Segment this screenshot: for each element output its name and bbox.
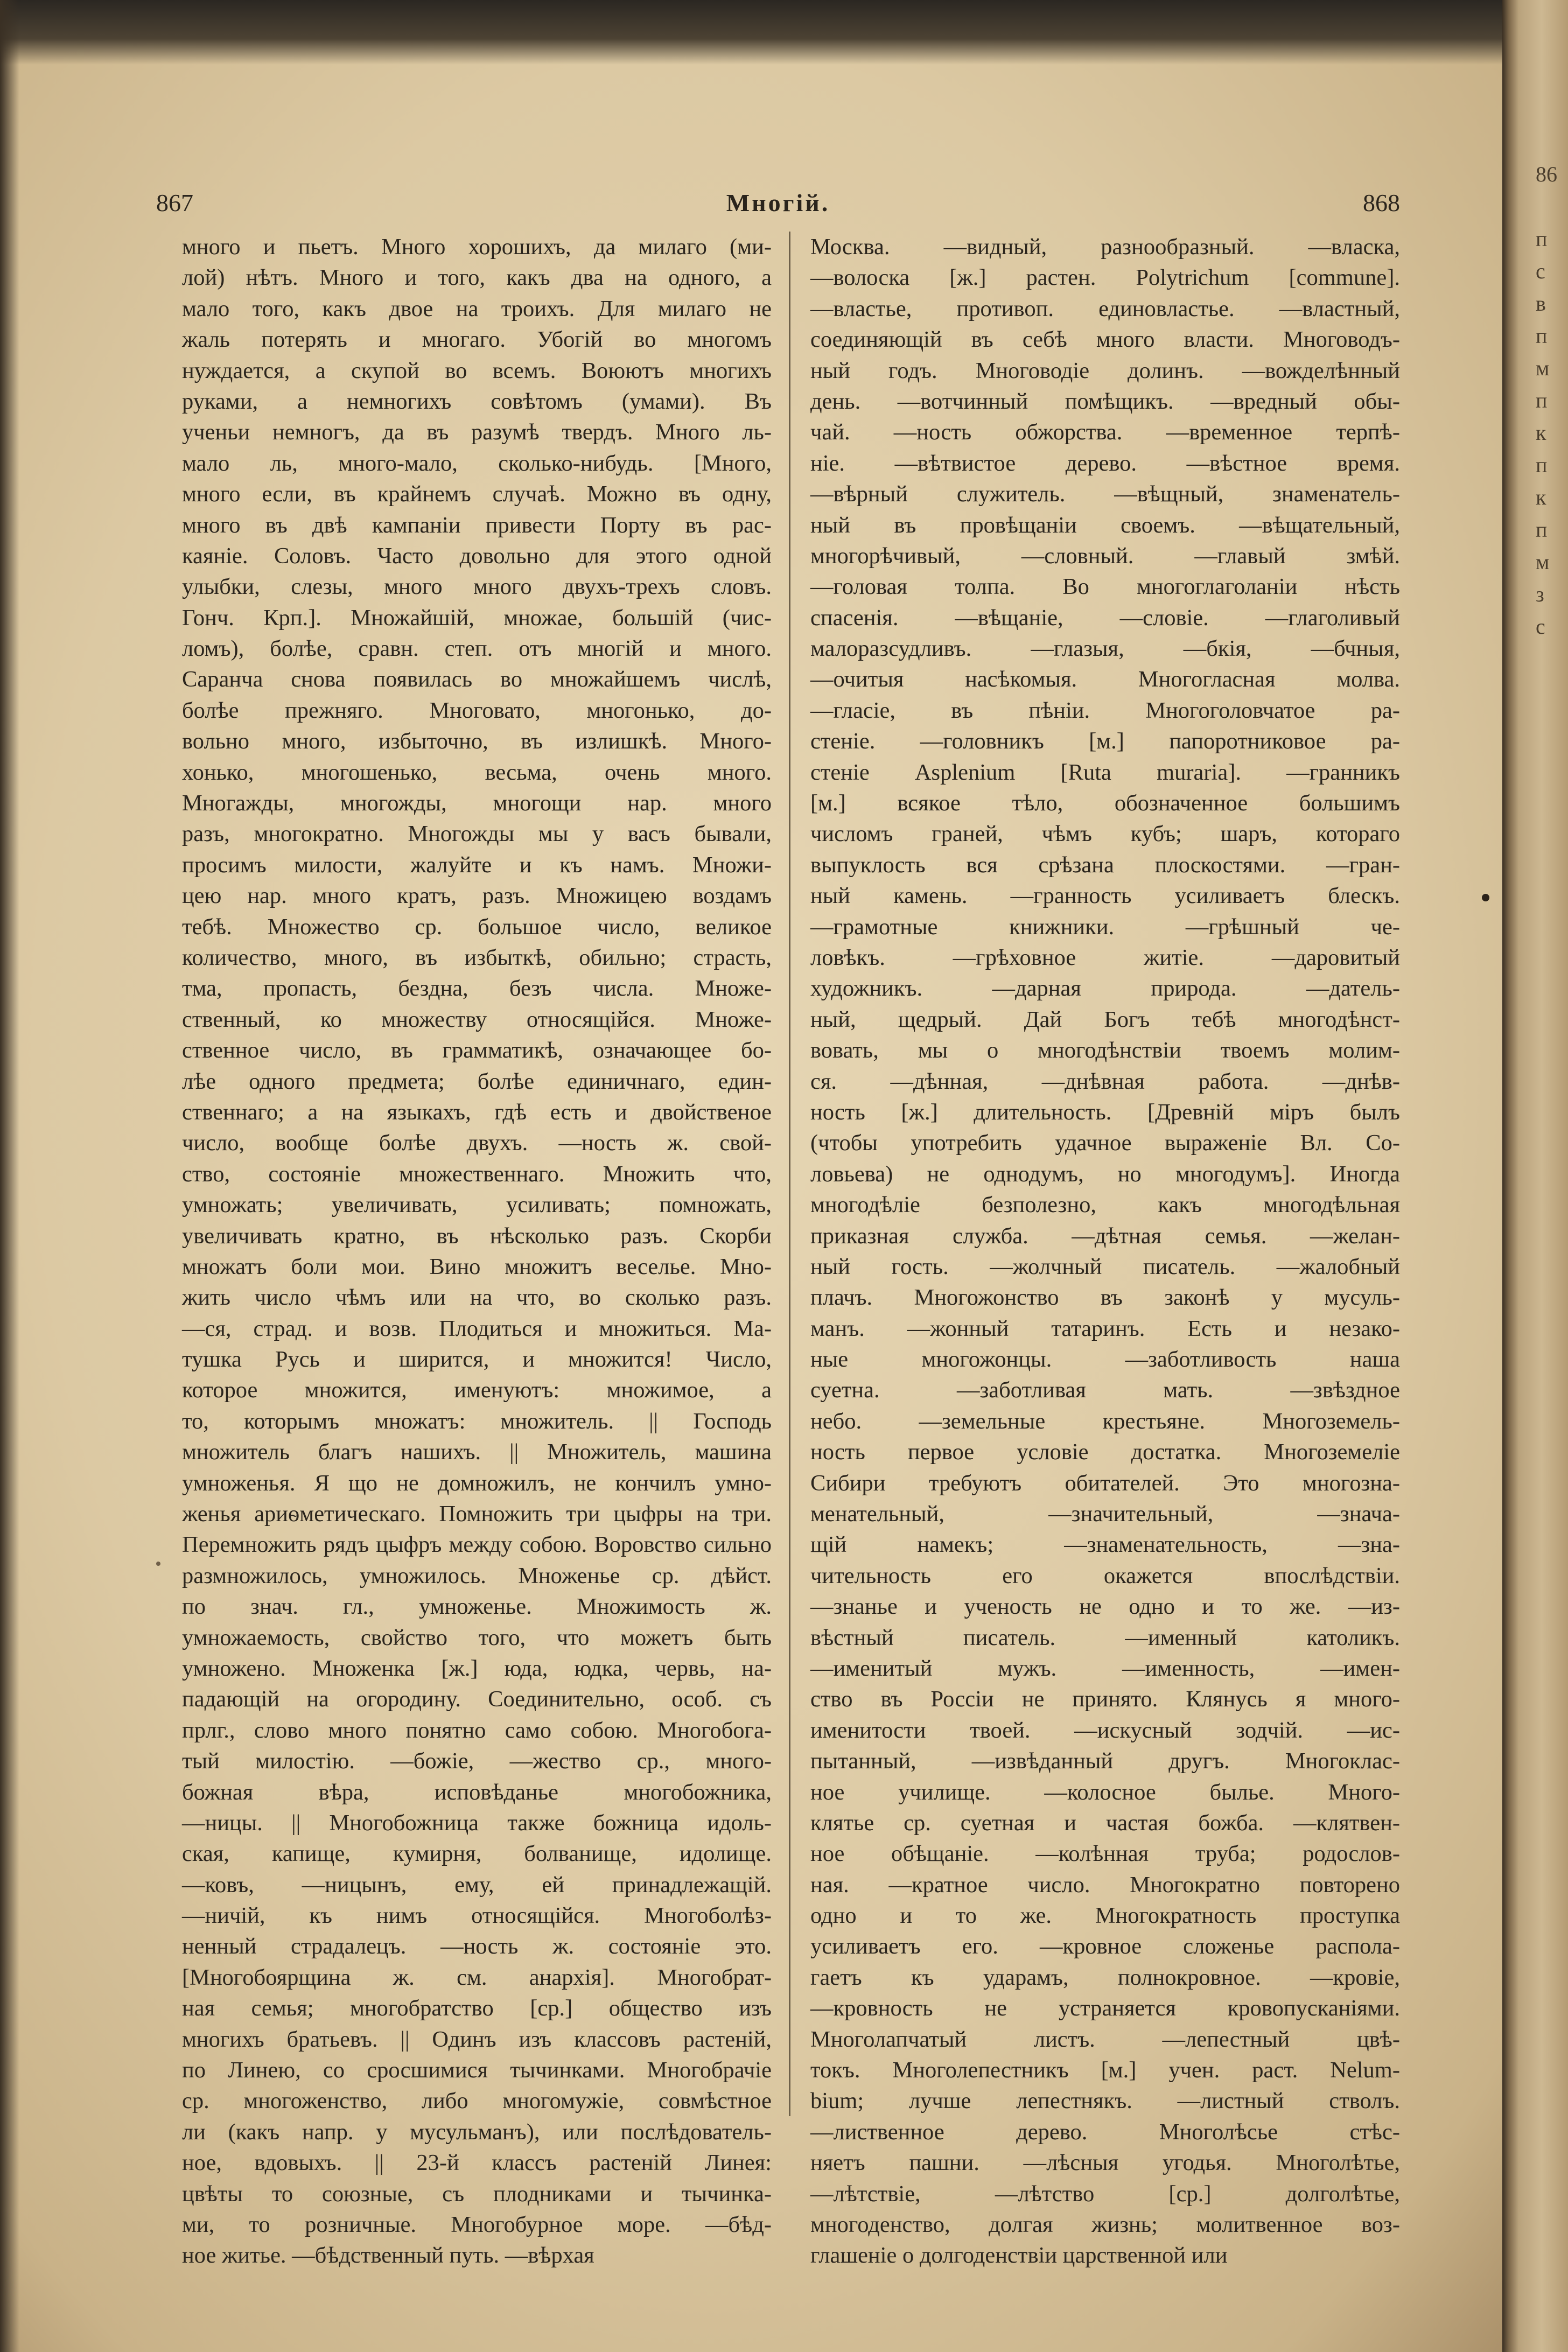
text-line: соединяющій въ себѣ много власти. Многоводъ- xyxy=(810,327,1400,353)
margin-fragment: м xyxy=(1536,356,1550,380)
text-line: усиливаетъ его. —кровное сложенье распола- xyxy=(810,1934,1400,1959)
text-line: —ся, страд. и возв. Плодиться и множиться. Ма- xyxy=(182,1315,772,1341)
text-line: гаетъ къ ударамъ, полнокровное. —кровіе, xyxy=(810,1964,1400,1990)
adjacent-page-margin xyxy=(1502,0,1568,2352)
text-line: ми, то розничные. Многобурное море. —бѣд- xyxy=(182,2212,772,2237)
margin-fragment: з xyxy=(1536,582,1544,606)
text-line: числомъ граней, чѣмъ кубъ; шаръ, котораго xyxy=(810,821,1400,847)
page-number-left: 867 xyxy=(156,189,193,216)
text-line: стеніе Asplenium [Ruta muraria]. —гранникъ xyxy=(810,759,1400,785)
text-line: ская, капище, кумирня, болванище, идолище. xyxy=(182,1841,772,1867)
text-line: Гонч. Крп.]. Множайшій, множае, большій (чис- xyxy=(182,605,772,631)
margin-fragment: м xyxy=(1536,550,1550,574)
text-line: хонько, многошенько, весьма, очень много. xyxy=(182,759,772,785)
text-line: чительность его окажется впослѣдствіи. xyxy=(810,1563,1400,1588)
text-line: ство, состояніе множественнаго. Множить что, xyxy=(182,1161,772,1187)
text-line: увеличивать кратно, въ нѣсколько разъ. Скорби xyxy=(182,1223,772,1249)
text-line: —именитый мужъ. —именность, —имен- xyxy=(810,1655,1400,1681)
text-line: —лѣтствіе, —лѣтство [ср.] долголѣтье, xyxy=(810,2181,1400,2207)
text-line: ный въ провѣщаніи своемъ. —вѣщательный, xyxy=(810,512,1400,538)
text-line: манъ. —жонный татаринъ. Есть и незако- xyxy=(810,1315,1400,1341)
text-line: ственное число, въ грамматикѣ, означающее бо- xyxy=(182,1038,772,1063)
text-line: тый милостію. —божіе, —жество ср., много- xyxy=(182,1748,772,1774)
margin-fragment: к xyxy=(1536,485,1546,509)
text-line: ли (какъ напр. у мусульманъ), или послѣдователь- xyxy=(182,2119,772,2145)
text-line: стеніе. —головникъ [м.] папоротниковое ра- xyxy=(810,729,1400,754)
text-line: ловьева) не однодумъ, но многодумъ]. Иногда xyxy=(810,1161,1400,1187)
text-line: число, вообще болѣе двухъ. —ность ж. свой- xyxy=(182,1130,772,1156)
text-line: много если, въ крайнемъ случаѣ. Можно въ одну, xyxy=(182,481,772,507)
text-line: жить число чѣмъ или на что, во сколько разъ. xyxy=(182,1285,772,1311)
margin-fragment: в xyxy=(1536,291,1546,316)
ink-spot xyxy=(1482,894,1489,901)
text-line: Перемножить рядъ цыфръ между собою. Воровство сильно xyxy=(182,1532,772,1558)
text-line: —ковъ, —ницынъ, ему, ей принадлежащій. xyxy=(182,1872,772,1898)
text-line: ненный страдалецъ. —ность ж. состояніе это. xyxy=(182,1934,772,1959)
text-line: просимъ милости, жалуйте и къ намъ. Множи- xyxy=(182,852,772,878)
text-line: тебѣ. Множество ср. большое число, великое xyxy=(182,914,772,940)
text-line: ніе. —вѣтвистое дерево. —вѣстное время. xyxy=(810,450,1400,476)
text-line: вѣстный писатель. —именный католикъ. xyxy=(810,1625,1400,1650)
text-line: приказная служба. —дѣтная семья. —желан- xyxy=(810,1223,1400,1249)
text-line: каяніе. Соловъ. Часто довольно для этого одной xyxy=(182,543,772,569)
margin-fragment: п xyxy=(1536,517,1548,542)
text-line: множатъ боли мои. Вино множитъ веселье. Мно- xyxy=(182,1254,772,1279)
text-line: Многажды, многожды, многощи нар. много xyxy=(182,790,772,816)
margin-fragment: п xyxy=(1536,227,1548,251)
text-line: много въ двѣ кампаніи привести Порту въ рас- xyxy=(182,512,772,538)
text-line: лой) нѣтъ. Много и того, какъ два на одного, а xyxy=(182,265,772,291)
text-line: суетна. —заботливая мать. —звѣздное xyxy=(810,1377,1400,1403)
page-header xyxy=(156,188,1400,221)
margin-fragment: 86 xyxy=(1536,162,1557,186)
text-line: ное училище. —колосное былье. Много- xyxy=(810,1779,1400,1805)
text-line: ное обѣщаніе. —колѣнная труба; родослов- xyxy=(810,1841,1400,1867)
text-line: божная вѣра, исповѣданье многобожника, xyxy=(182,1779,772,1805)
text-line: многихъ братьевъ. || Одинъ изъ классовъ растеній, xyxy=(182,2026,772,2052)
text-line: ловѣкъ. —грѣховное житіе. —даровитый xyxy=(810,944,1400,970)
text-line: —вѣрный служитель. —вѣщный, знаменатель- xyxy=(810,481,1400,507)
text-line: плачъ. Многожонство въ законѣ у мусуль- xyxy=(810,1285,1400,1311)
text-line: —головая толпа. Во многоглаголаніи нѣсть xyxy=(810,574,1400,600)
text-line: падающій на огородину. Соединительно, особ. съ xyxy=(182,1686,772,1712)
text-line: руками, а немногихъ совѣтомъ (умами). Въ xyxy=(182,388,772,414)
text-line: небо. —земельные крестьяне. Многоземель- xyxy=(810,1408,1400,1434)
text-line: спасенія. —вѣщаніе, —словіе. —глаголивый xyxy=(810,605,1400,631)
page-number-right: 868 xyxy=(1363,189,1400,216)
text-line: —ничій, къ нимъ относящійся. Многоболѣз- xyxy=(182,1903,772,1929)
scan-top-shadow xyxy=(0,0,1568,65)
margin-fragment: п xyxy=(1536,324,1548,348)
text-column-left xyxy=(182,232,772,2269)
text-line: малоразсудливъ. —глазыя, —бкія, —бчныя, xyxy=(810,636,1400,662)
text-line: менательный, —значительный, —знача- xyxy=(810,1501,1400,1527)
text-line: —очитыя насѣкомыя. Многогласная молва. xyxy=(810,667,1400,692)
text-line: мало того, какъ двое на троихъ. Для милаго не xyxy=(182,296,772,321)
text-line: пытанный, —извѣданный другъ. Многоклас- xyxy=(810,1748,1400,1774)
text-line: болѣе прежняго. Многовато, многонько, до- xyxy=(182,697,772,723)
text-line: ный гость. —жолчный писатель. —жалобный xyxy=(810,1254,1400,1279)
margin-fragment: п xyxy=(1536,388,1548,412)
text-line: ность [ж.] длительность. [Древній міръ былъ xyxy=(810,1099,1400,1125)
text-line: размножилось, умножилось. Множенье ср. дѣйст. xyxy=(182,1563,772,1588)
text-line: лѣе одного предмета; болѣе единичнаго, един- xyxy=(182,1068,772,1094)
text-line: ный камень. —гранность усиливаетъ блескъ. xyxy=(810,883,1400,909)
ink-spot xyxy=(156,1562,160,1566)
text-line: по знач. гл., умноженье. Множимость ж. xyxy=(182,1594,772,1620)
text-line: умножаемость, свойство того, что можетъ быть xyxy=(182,1625,772,1650)
text-line: токъ. Многолепестникъ [м.] учен. раст. Nelum- xyxy=(810,2057,1400,2083)
text-line: ср. многоженство, либо многомужіе, совмѣстное xyxy=(182,2088,772,2114)
margin-fragment: к xyxy=(1536,421,1546,445)
text-line: женья ариѳметическаго. Помножить три цыфры на три. xyxy=(182,1501,772,1527)
text-line: то, которымъ множатъ: множитель. || Господь xyxy=(182,1408,772,1434)
text-line: жаль потерять и многаго. Убогій во многомъ xyxy=(182,327,772,353)
text-line: день. —вотчинный помѣщикъ. —вредный обы- xyxy=(810,388,1400,414)
scan-left-shadow xyxy=(0,0,19,2352)
text-line: —гласіе, въ пѣніи. Многоголовчатое ра- xyxy=(810,697,1400,723)
text-line: ные многожонцы. —заботливость наша xyxy=(810,1347,1400,1373)
text-line: ное, вдовыхъ. || 23-й классъ растеній Линея: xyxy=(182,2150,772,2176)
text-line: чай. —ность обжорства. —временное терпѣ- xyxy=(810,419,1400,445)
text-line: прлг., слово много понятно само собою. Многобога- xyxy=(182,1717,772,1743)
text-line: щій намекъ; —знаменательность, —зна- xyxy=(810,1532,1400,1558)
text-line: Сибири требуютъ обитателей. Это многозна- xyxy=(810,1470,1400,1496)
text-line: разъ, многократно. Многожды мы у васъ бывали, xyxy=(182,821,772,847)
text-line: ломъ), болѣе, сравн. степ. отъ многій и много. xyxy=(182,636,772,662)
text-line: по Линею, со сросшимися тычинками. Многобрачіе xyxy=(182,2057,772,2083)
text-line: многодѣліе безполезно, какъ многодѣльная xyxy=(810,1192,1400,1218)
text-line: тма, пропасть, бездна, безъ числа. Множе- xyxy=(182,976,772,1002)
text-line: ная. —кратное число. Многократно повторено xyxy=(810,1872,1400,1898)
text-line: няетъ пашни. —лѣсныя угодья. Многолѣтье, xyxy=(810,2150,1400,2176)
text-line: множитель благъ нашихъ. || Множитель, машина xyxy=(182,1439,772,1465)
text-line: умножено. Множенка [ж.] юда, юдка, червь, на- xyxy=(182,1655,772,1681)
text-line: —лиственное дерево. Многолѣсье стѣс- xyxy=(810,2119,1400,2145)
text-line: художникъ. —дарная природа. —датель- xyxy=(810,976,1400,1002)
text-line: —волоска [ж.] растен. Polytrichum [commune]. xyxy=(810,265,1400,291)
text-line: вольно много, избыточно, въ излишкѣ. Много- xyxy=(182,729,772,754)
text-line: —ницы. || Многобожница также божница идоль- xyxy=(182,1810,772,1836)
text-line: ный, щедрый. Дай Богъ тебѣ многодѣнст- xyxy=(810,1006,1400,1032)
text-line: Москва. —видный, разнообразный. —власка, xyxy=(810,234,1400,260)
margin-fragment: п xyxy=(1536,453,1548,477)
text-line: ученьи немногъ, да въ разумѣ твердъ. Много ль- xyxy=(182,419,772,445)
text-line: ная семья; многобратство [ср.] общество изъ xyxy=(182,1996,772,2021)
text-line: (чтобы употребить удачное выраженіе Вл. Со- xyxy=(810,1130,1400,1156)
text-line: ность первое условіе достатка. Многоземеліе xyxy=(810,1439,1400,1465)
text-line: ство въ Россіи не принято. Клянусь я много- xyxy=(810,1686,1400,1712)
text-line: bium; лучше лепестнякъ. —листный стволъ. xyxy=(810,2088,1400,2114)
text-line: количество, много, въ избыткѣ, обильно; страсть, xyxy=(182,944,772,970)
text-line: ное житье. —бѣдственный путь. —вѣрхая xyxy=(182,2243,594,2269)
text-line: —грамотные книжники. —грѣшный че- xyxy=(810,914,1400,940)
text-line: —знанье и ученость не одно и то же. —из- xyxy=(810,1594,1400,1620)
text-line: одно и то же. Многократность проступка xyxy=(810,1903,1400,1929)
margin-fragment: с xyxy=(1536,614,1545,639)
text-line: клятье ср. суетная и частая божба. —клятвен- xyxy=(810,1810,1400,1836)
text-line: нуждается, а скупой во всемъ. Воюютъ многихъ xyxy=(182,358,772,383)
text-line: цею нар. много кратъ, разъ. Множицею воздамъ xyxy=(182,883,772,909)
text-line: умножать; увеличивать, усиливать; помножать, xyxy=(182,1192,772,1218)
text-line: которое множится, именуютъ: множимое, а xyxy=(182,1377,772,1403)
text-line: ственнаго; а на языкахъ, гдѣ есть и двойственое xyxy=(182,1099,772,1125)
text-line: ственный, ко множеству относящійся. Множе- xyxy=(182,1006,772,1032)
text-line: тушка Русь и ширится, и множится! Число, xyxy=(182,1347,772,1373)
running-head: Многій. xyxy=(726,189,830,216)
text-line: Саранча снова появилась во множайшемъ числѣ, xyxy=(182,667,772,692)
text-line: выпуклость вся срѣзана плоскостями. —гран- xyxy=(810,852,1400,878)
margin-fragment: с xyxy=(1536,259,1545,283)
text-line: многорѣчивый, —словный. —главый змѣй. xyxy=(810,543,1400,569)
text-line: ный годъ. Многоводіе долинъ. —вожделѣнный xyxy=(810,358,1400,383)
text-line: —кровность не устраняется кровопусканіями. xyxy=(810,1996,1400,2021)
text-column-right xyxy=(810,232,1400,2269)
text-line: Многолапчатый листъ. —лепестный цвѣ- xyxy=(810,2026,1400,2052)
text-line: —властье, противоп. единовластье. —властный, xyxy=(810,296,1400,321)
text-line: именитости твоей. —искусный зодчій. —ис- xyxy=(810,1717,1400,1743)
text-line: вовать, мы о многодѣнствіи твоемъ молим- xyxy=(810,1038,1400,1063)
text-line: ся. —дѣнная, —днѣвная работа. —днѣв- xyxy=(810,1068,1400,1094)
text-line: многоденство, долгая жизнь; молитвенное воз- xyxy=(810,2212,1400,2237)
text-line: [м.] всякое тѣло, обозначенное большимъ xyxy=(810,790,1400,816)
text-line: глашеніе о долгоденствіи царственной или xyxy=(810,2243,1228,2269)
text-line: [Многобоярщина ж. см. анархія]. Многобрат- xyxy=(182,1964,772,1990)
text-line: цвѣты то союзные, съ плодниками и тычинка- xyxy=(182,2181,772,2207)
text-line: мало ль, много-мало, сколько-нибудь. [Много, xyxy=(182,450,772,476)
text-line: много и пьетъ. Много хорошихъ, да милаго (ми- xyxy=(182,234,772,260)
text-line: умноженья. Я що не домножилъ, не кончилъ умно- xyxy=(182,1470,772,1496)
text-line: улыбки, слезы, много много двухъ-трехъ словъ. xyxy=(182,574,772,600)
column-rule xyxy=(789,232,790,2116)
